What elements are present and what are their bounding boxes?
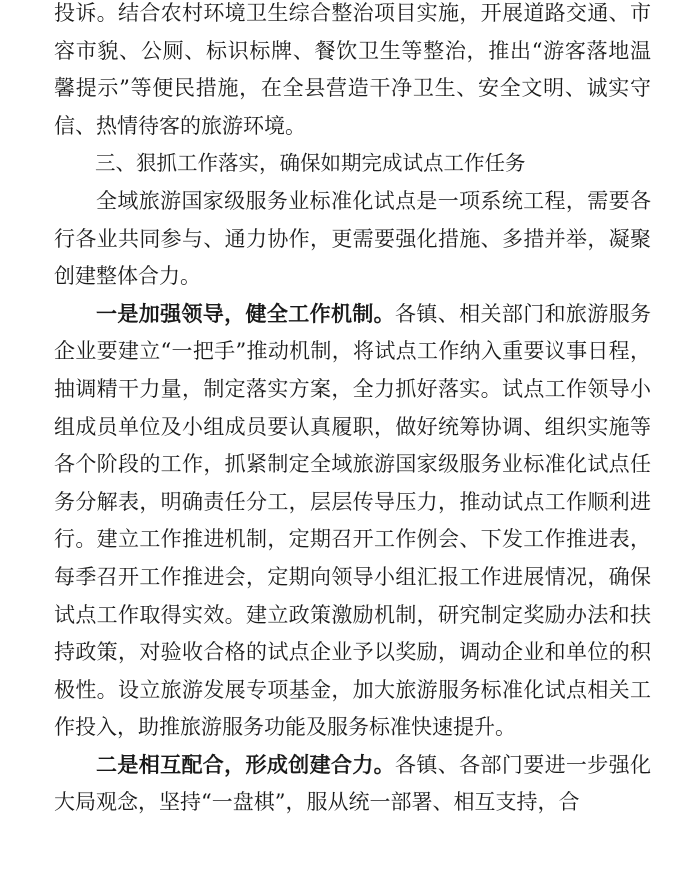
paragraph-point-one [54, 296, 651, 747]
paragraph-intro: 全域旅游国家级服务业标准化试点是一项系统工程，需要各行各业共同参与、通力协作，更需要强化措施、多措并举，凝聚创建整体合力。 [54, 188, 651, 289]
point-one-lead: 一是加强领导，健全工作机制。 [96, 301, 396, 326]
paragraph-point-two [54, 747, 651, 822]
section-heading-three: 三、狠抓工作落实，确保如期完成试点工作任务 [95, 151, 526, 176]
paragraph-continuation: 投诉。结合农村环境卫生综合整治项目实施，开展道路交通、市容市貌、公厕、标识标牌、餐饮卫生等整治，推出“游客落地温馨提示”等便民措施，在全县营造干净卫生、安全文明、诚实守信、热情待客的旅游环境。 [54, 1, 651, 138]
point-two-body: 各镇、各部门要进一步强化大局观念，坚持“一盘棋”，服从统一部署、相互支持，合 [54, 752, 652, 815]
point-one-body: 各镇、相关部门和旅游服务企业要建立“一把手”推动机制，将试点工作纳入重要议事日程，抽调精干力量，制定落实方案，全力抓好落实。试点工作领导小组成员单位及小组成员要认真履职，做好统筹协调、组织实施等各个阶段的工作，抓紧制定全域旅游国家级服务业标准化试点任务分解表，明确责任分工，层层传导压力，推动试点工作顺利进行。建立工作推进机制，定期召开工作例会、下发工作推进表，每季召开工作推进会，定期向领导小组汇报工作进展情况，确保试点工作取得实效。建立政策激励机制，研究制定奖励办法和扶持政策，对验收合格的试点企业予以奖励，调动企业和单位的积极性。设立旅游发展专项基金，加大旅游服务标准化试点相关工作投入，助推旅游服务功能及服务标准快速提升。 [54, 301, 652, 740]
point-two-lead: 二是相互配合，形成创建合力。 [96, 752, 396, 777]
